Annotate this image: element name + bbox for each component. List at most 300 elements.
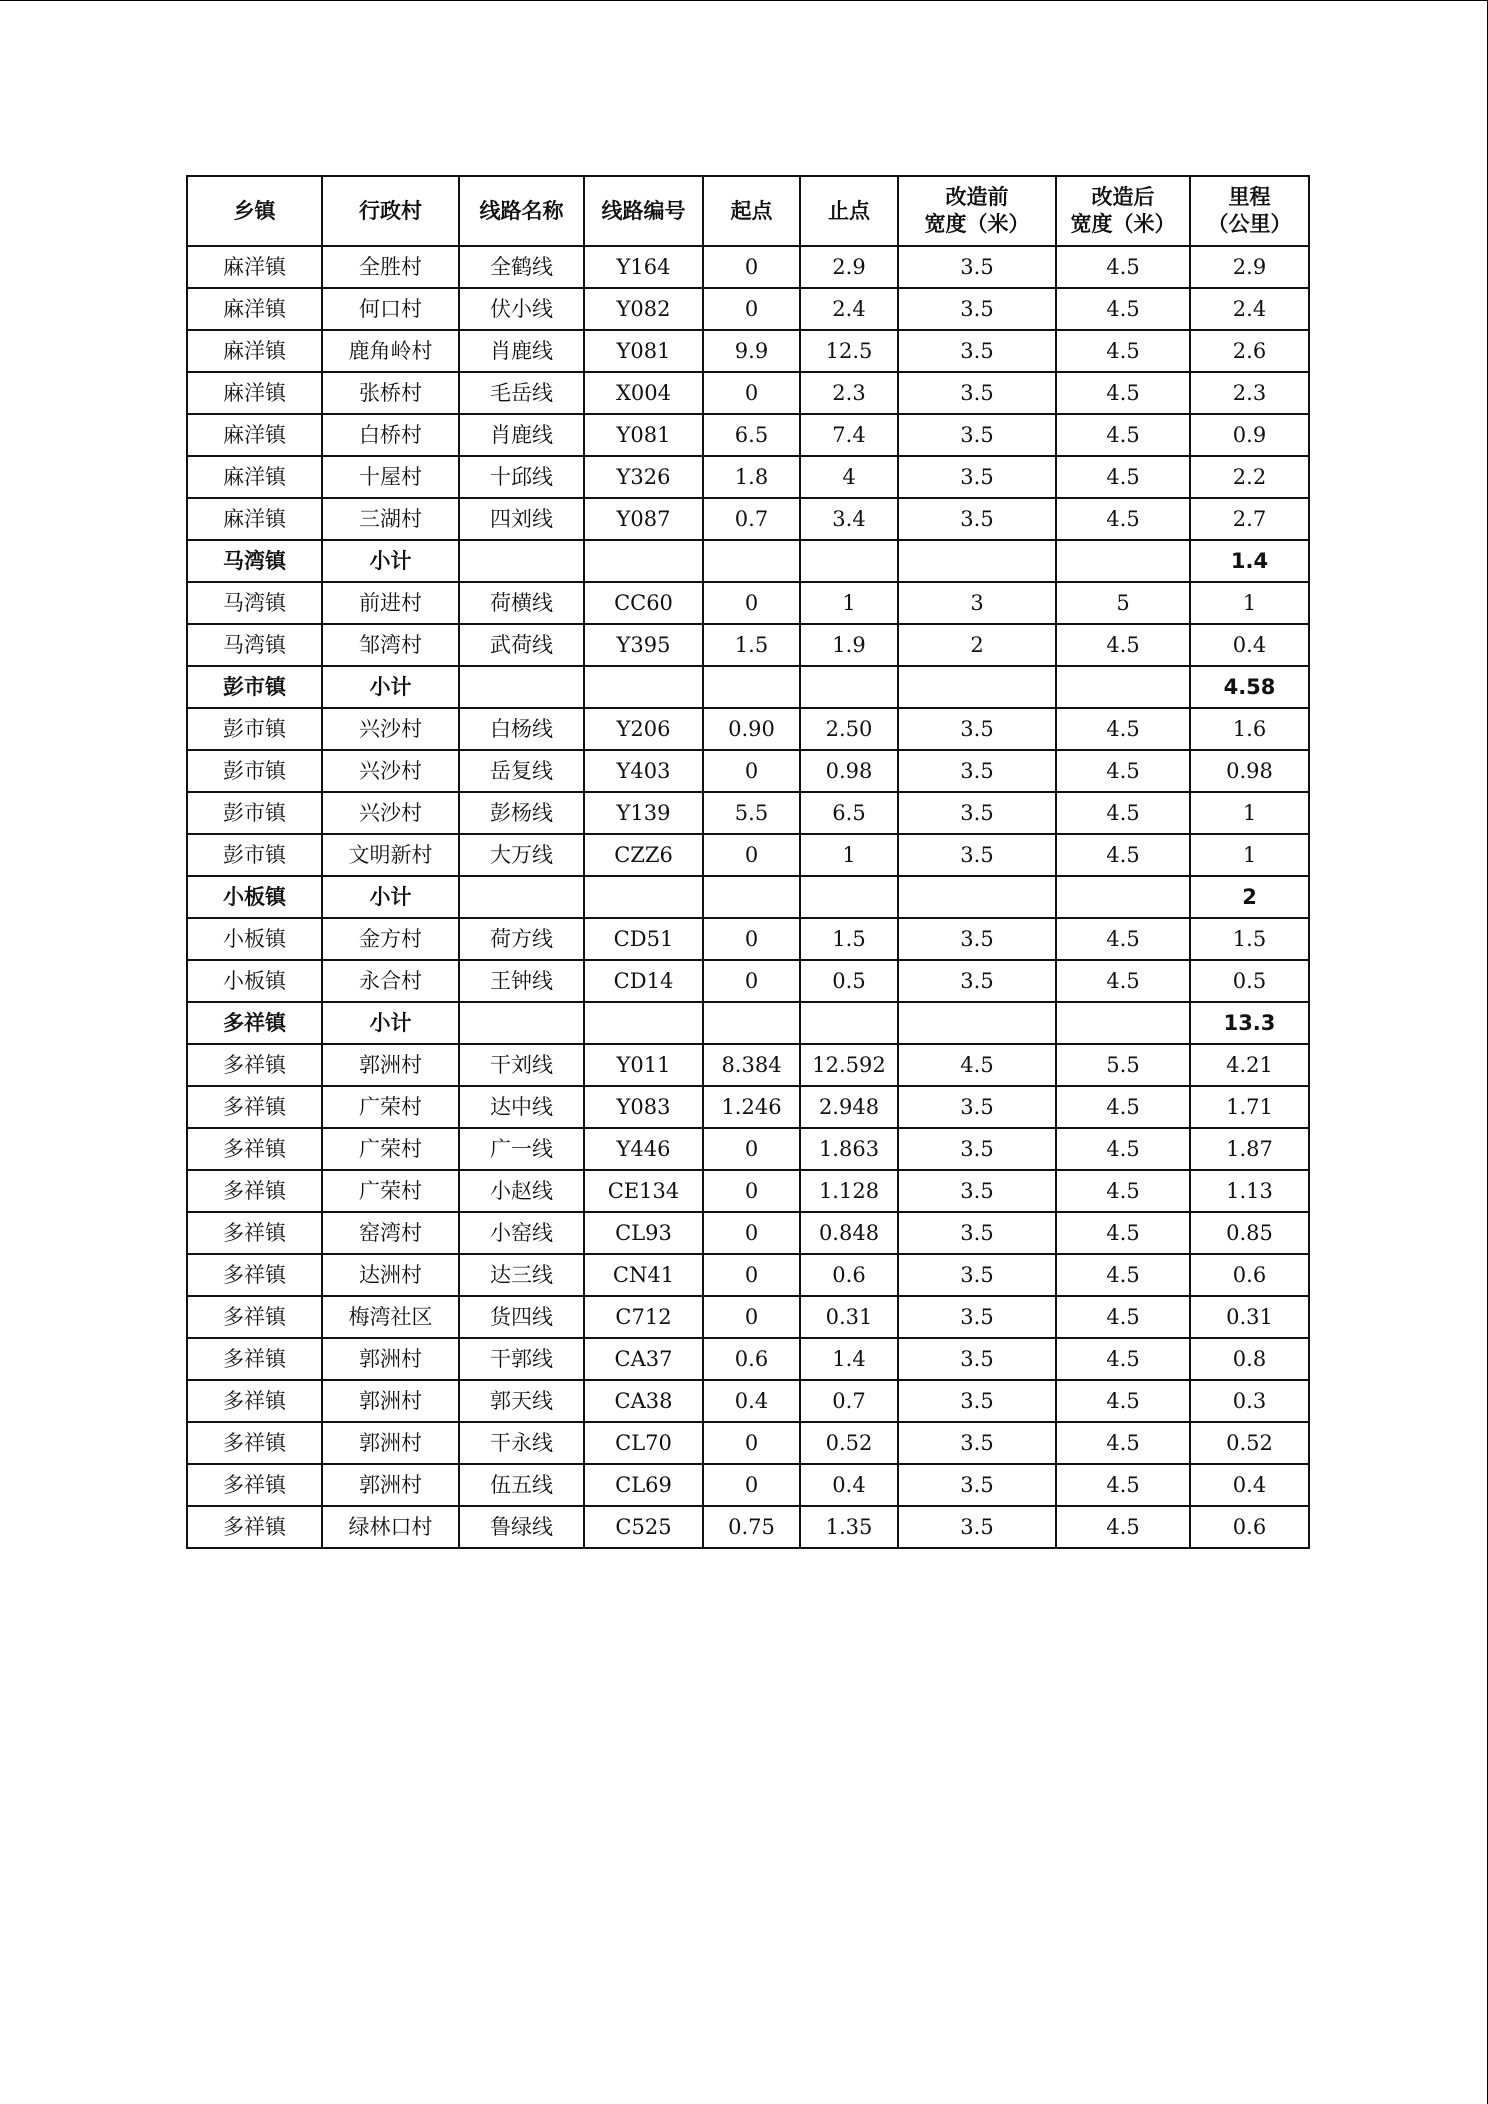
cell-mileage: 2.6	[1190, 330, 1309, 372]
cell-mileage: 0.31	[1190, 1296, 1309, 1338]
cell-width-after: 4.5	[1056, 792, 1190, 834]
cell-end-point: 2.4	[800, 288, 898, 330]
cell-route-code: CN41	[584, 1254, 703, 1296]
cell-mileage: 1.71	[1190, 1086, 1309, 1128]
table-row	[187, 1380, 1309, 1422]
cell-route-code: Y139	[584, 792, 703, 834]
cell-village: 郭洲村	[322, 1380, 459, 1422]
cell-township: 马湾镇	[187, 540, 322, 582]
cell-width-before: 3.5	[898, 1464, 1056, 1506]
table-row	[187, 1338, 1309, 1380]
cell-width-after: 4.5	[1056, 1422, 1190, 1464]
cell-village: 广荣村	[322, 1170, 459, 1212]
cell-mileage: 4.58	[1190, 666, 1309, 708]
cell-width-after: 4.5	[1056, 1380, 1190, 1422]
cell-width-after: 5.5	[1056, 1044, 1190, 1086]
cell-start-point: 0	[703, 1212, 800, 1254]
cell-width-before: 3.5	[898, 1254, 1056, 1296]
subtotal-row	[187, 540, 1309, 582]
cell-mileage: 1.5	[1190, 918, 1309, 960]
cell-width-after: 4.5	[1056, 330, 1190, 372]
cell-route-name: 小窑线	[459, 1212, 584, 1254]
cell-village: 前进村	[322, 582, 459, 624]
cell-width-after	[1056, 876, 1190, 918]
cell-township: 彭市镇	[187, 750, 322, 792]
cell-start-point	[703, 540, 800, 582]
column-header-mileage	[1190, 176, 1309, 246]
cell-village: 文明新村	[322, 834, 459, 876]
cell-village: 三湖村	[322, 498, 459, 540]
cell-village: 郭洲村	[322, 1044, 459, 1086]
cell-route-name: 武荷线	[459, 624, 584, 666]
table-row	[187, 834, 1309, 876]
cell-width-after: 5	[1056, 582, 1190, 624]
column-header-line: 宽度（米）	[1070, 212, 1176, 236]
cell-township: 小板镇	[187, 876, 322, 918]
cell-route-name	[459, 1002, 584, 1044]
cell-start-point: 8.384	[703, 1044, 800, 1086]
cell-township: 多祥镇	[187, 1422, 322, 1464]
cell-route-code: Y395	[584, 624, 703, 666]
cell-start-point: 0	[703, 1422, 800, 1464]
cell-route-name: 达中线	[459, 1086, 584, 1128]
cell-start-point: 9.9	[703, 330, 800, 372]
cell-mileage: 0.5	[1190, 960, 1309, 1002]
cell-end-point: 0.98	[800, 750, 898, 792]
cell-width-before: 3.5	[898, 960, 1056, 1002]
cell-width-before: 3.5	[898, 498, 1056, 540]
cell-township: 多祥镇	[187, 1254, 322, 1296]
cell-end-point: 1.35	[800, 1506, 898, 1548]
cell-township: 麻洋镇	[187, 414, 322, 456]
cell-width-after: 4.5	[1056, 708, 1190, 750]
cell-mileage: 2.2	[1190, 456, 1309, 498]
cell-township: 麻洋镇	[187, 246, 322, 288]
cell-start-point: 0	[703, 582, 800, 624]
cell-village: 郭洲村	[322, 1338, 459, 1380]
cell-route-name: 广一线	[459, 1128, 584, 1170]
cell-route-code: Y083	[584, 1086, 703, 1128]
cell-mileage: 1.6	[1190, 708, 1309, 750]
cell-village: 邹湾村	[322, 624, 459, 666]
cell-route-code: CE134	[584, 1170, 703, 1212]
cell-township: 麻洋镇	[187, 456, 322, 498]
column-header-line: 宽度（米）	[924, 212, 1030, 236]
cell-end-point: 1.5	[800, 918, 898, 960]
cell-route-code: Y081	[584, 414, 703, 456]
cell-start-point: 5.5	[703, 792, 800, 834]
column-header-township	[187, 176, 322, 246]
cell-mileage: 0.6	[1190, 1254, 1309, 1296]
table-row	[187, 1254, 1309, 1296]
cell-route-name: 肖鹿线	[459, 414, 584, 456]
cell-route-code: Y087	[584, 498, 703, 540]
table-row	[187, 1422, 1309, 1464]
cell-start-point: 0	[703, 834, 800, 876]
cell-township: 麻洋镇	[187, 498, 322, 540]
cell-township: 多祥镇	[187, 1128, 322, 1170]
column-header-route-code	[584, 176, 703, 246]
cell-width-after: 4.5	[1056, 246, 1190, 288]
table-row	[187, 1464, 1309, 1506]
cell-mileage: 0.8	[1190, 1338, 1309, 1380]
cell-township: 彭市镇	[187, 792, 322, 834]
cell-route-code	[584, 876, 703, 918]
cell-village: 白桥村	[322, 414, 459, 456]
cell-end-point: 12.592	[800, 1044, 898, 1086]
column-header-line: 改造后	[1091, 185, 1155, 209]
cell-mileage: 1	[1190, 834, 1309, 876]
cell-route-code: CC60	[584, 582, 703, 624]
cell-width-before: 3.5	[898, 1506, 1056, 1548]
table-header	[187, 176, 1309, 246]
column-header-line: 线路名称	[479, 198, 564, 223]
cell-start-point: 1.5	[703, 624, 800, 666]
cell-village: 小计	[322, 876, 459, 918]
cell-township: 小板镇	[187, 918, 322, 960]
cell-route-name: 全鹤线	[459, 246, 584, 288]
cell-route-code: CL93	[584, 1212, 703, 1254]
cell-route-code	[584, 1002, 703, 1044]
cell-route-name: 十邱线	[459, 456, 584, 498]
table-row	[187, 246, 1309, 288]
cell-width-before: 3.5	[898, 1170, 1056, 1212]
cell-width-after: 4.5	[1056, 1086, 1190, 1128]
cell-route-name: 白杨线	[459, 708, 584, 750]
cell-village: 广荣村	[322, 1128, 459, 1170]
cell-route-name: 荷横线	[459, 582, 584, 624]
cell-start-point	[703, 666, 800, 708]
cell-start-point: 0	[703, 960, 800, 1002]
cell-township: 多祥镇	[187, 1086, 322, 1128]
cell-start-point: 0	[703, 750, 800, 792]
cell-route-code: Y011	[584, 1044, 703, 1086]
cell-end-point: 0.4	[800, 1464, 898, 1506]
column-header-width-after	[1056, 176, 1190, 246]
cell-width-before: 3.5	[898, 1338, 1056, 1380]
cell-end-point: 7.4	[800, 414, 898, 456]
cell-width-after: 4.5	[1056, 918, 1190, 960]
cell-township: 麻洋镇	[187, 288, 322, 330]
table-row	[187, 918, 1309, 960]
cell-route-code: Y081	[584, 330, 703, 372]
cell-width-after: 4.5	[1056, 624, 1190, 666]
table-row	[187, 330, 1309, 372]
cell-mileage: 2.9	[1190, 246, 1309, 288]
cell-end-point: 1.128	[800, 1170, 898, 1212]
table-row	[187, 624, 1309, 666]
cell-width-after: 4.5	[1056, 1506, 1190, 1548]
table-row	[187, 708, 1309, 750]
cell-width-after: 4.5	[1056, 750, 1190, 792]
cell-mileage: 0.3	[1190, 1380, 1309, 1422]
table-row	[187, 1506, 1309, 1548]
cell-route-code: X004	[584, 372, 703, 414]
cell-route-name: 小赵线	[459, 1170, 584, 1212]
table-row	[187, 960, 1309, 1002]
cell-mileage: 0.4	[1190, 1464, 1309, 1506]
cell-width-before: 3.5	[898, 708, 1056, 750]
cell-start-point: 0.6	[703, 1338, 800, 1380]
cell-village: 小计	[322, 540, 459, 582]
cell-end-point: 0.31	[800, 1296, 898, 1338]
cell-township: 多祥镇	[187, 1212, 322, 1254]
cell-route-name: 伏小线	[459, 288, 584, 330]
cell-mileage: 0.52	[1190, 1422, 1309, 1464]
cell-township: 多祥镇	[187, 1338, 322, 1380]
cell-township: 多祥镇	[187, 1464, 322, 1506]
table-row	[187, 1170, 1309, 1212]
cell-start-point: 0	[703, 1254, 800, 1296]
cell-mileage: 13.3	[1190, 1002, 1309, 1044]
cell-width-before: 3	[898, 582, 1056, 624]
cell-township: 麻洋镇	[187, 330, 322, 372]
cell-township: 多祥镇	[187, 1506, 322, 1548]
cell-width-after: 4.5	[1056, 1212, 1190, 1254]
cell-start-point: 0.90	[703, 708, 800, 750]
cell-township: 彭市镇	[187, 666, 322, 708]
cell-width-before: 3.5	[898, 834, 1056, 876]
column-header-line: 止点	[828, 198, 870, 223]
cell-width-before: 3.5	[898, 792, 1056, 834]
cell-village: 窑湾村	[322, 1212, 459, 1254]
cell-route-name	[459, 540, 584, 582]
cell-route-code: CD14	[584, 960, 703, 1002]
page-border-top	[0, 0, 1488, 1]
cell-township: 麻洋镇	[187, 372, 322, 414]
cell-route-name: 岳复线	[459, 750, 584, 792]
table-body	[187, 246, 1309, 1548]
cell-end-point: 0.7	[800, 1380, 898, 1422]
cell-village: 金方村	[322, 918, 459, 960]
cell-route-code: Y326	[584, 456, 703, 498]
cell-village: 何口村	[322, 288, 459, 330]
cell-width-before	[898, 540, 1056, 582]
cell-start-point: 0	[703, 918, 800, 960]
cell-width-after: 4.5	[1056, 372, 1190, 414]
cell-width-after: 4.5	[1056, 1254, 1190, 1296]
table-row	[187, 456, 1309, 498]
cell-start-point: 6.5	[703, 414, 800, 456]
cell-route-name	[459, 666, 584, 708]
cell-route-name: 伍五线	[459, 1464, 584, 1506]
cell-mileage: 0.85	[1190, 1212, 1309, 1254]
cell-start-point: 0	[703, 246, 800, 288]
cell-township: 彭市镇	[187, 708, 322, 750]
cell-mileage: 0.98	[1190, 750, 1309, 792]
table-row	[187, 414, 1309, 456]
subtotal-row	[187, 876, 1309, 918]
cell-end-point: 0.52	[800, 1422, 898, 1464]
cell-start-point: 0	[703, 1170, 800, 1212]
cell-route-name: 大万线	[459, 834, 584, 876]
column-header-start-point	[703, 176, 800, 246]
column-header-line: 行政村	[359, 198, 422, 223]
cell-start-point: 0	[703, 288, 800, 330]
road-table-container	[186, 175, 1308, 1549]
cell-width-before	[898, 1002, 1056, 1044]
cell-route-name: 干永线	[459, 1422, 584, 1464]
cell-route-code: CD51	[584, 918, 703, 960]
table-row	[187, 1128, 1309, 1170]
cell-route-name: 毛岳线	[459, 372, 584, 414]
cell-mileage: 1.4	[1190, 540, 1309, 582]
table-row	[187, 498, 1309, 540]
cell-village: 梅湾社区	[322, 1296, 459, 1338]
subtotal-row	[187, 666, 1309, 708]
cell-width-before: 3.5	[898, 1296, 1056, 1338]
cell-route-name: 达三线	[459, 1254, 584, 1296]
cell-width-before: 3.5	[898, 1128, 1056, 1170]
cell-start-point	[703, 876, 800, 918]
cell-township: 多祥镇	[187, 1296, 322, 1338]
road-upgrade-table	[186, 175, 1310, 1549]
cell-village: 绿林口村	[322, 1506, 459, 1548]
cell-end-point: 2.3	[800, 372, 898, 414]
cell-start-point: 1.8	[703, 456, 800, 498]
cell-width-after: 4.5	[1056, 498, 1190, 540]
cell-width-before: 3.5	[898, 372, 1056, 414]
cell-start-point: 0.4	[703, 1380, 800, 1422]
cell-end-point: 4	[800, 456, 898, 498]
cell-route-name: 王钟线	[459, 960, 584, 1002]
cell-start-point: 0	[703, 1464, 800, 1506]
cell-end-point: 2.9	[800, 246, 898, 288]
cell-width-before	[898, 876, 1056, 918]
cell-mileage: 1	[1190, 792, 1309, 834]
cell-village: 郭洲村	[322, 1422, 459, 1464]
table-row	[187, 1296, 1309, 1338]
column-header-line: （公里）	[1207, 212, 1292, 236]
subtotal-row	[187, 1002, 1309, 1044]
cell-start-point	[703, 1002, 800, 1044]
cell-width-before: 2	[898, 624, 1056, 666]
cell-village: 小计	[322, 1002, 459, 1044]
cell-mileage: 1	[1190, 582, 1309, 624]
column-header-width-before	[898, 176, 1056, 246]
cell-width-before: 3.5	[898, 1212, 1056, 1254]
column-header-village	[322, 176, 459, 246]
cell-mileage: 4.21	[1190, 1044, 1309, 1086]
cell-width-before: 3.5	[898, 918, 1056, 960]
cell-width-before: 4.5	[898, 1044, 1056, 1086]
cell-width-before: 3.5	[898, 414, 1056, 456]
cell-township: 多祥镇	[187, 1044, 322, 1086]
cell-width-before	[898, 666, 1056, 708]
cell-end-point: 1.9	[800, 624, 898, 666]
cell-mileage: 0.9	[1190, 414, 1309, 456]
cell-width-after: 4.5	[1056, 834, 1190, 876]
cell-village: 兴沙村	[322, 708, 459, 750]
cell-village: 郭洲村	[322, 1464, 459, 1506]
cell-route-name: 郭天线	[459, 1380, 584, 1422]
cell-end-point: 0.5	[800, 960, 898, 1002]
cell-route-name: 鲁绿线	[459, 1506, 584, 1548]
cell-village: 达洲村	[322, 1254, 459, 1296]
cell-end-point: 0.6	[800, 1254, 898, 1296]
column-header-line: 乡镇	[233, 198, 276, 223]
cell-end-point	[800, 1002, 898, 1044]
cell-mileage: 2.7	[1190, 498, 1309, 540]
cell-start-point: 0	[703, 1296, 800, 1338]
cell-township: 多祥镇	[187, 1002, 322, 1044]
cell-route-code: Y164	[584, 246, 703, 288]
cell-end-point	[800, 540, 898, 582]
cell-start-point: 0	[703, 372, 800, 414]
cell-village: 鹿角岭村	[322, 330, 459, 372]
cell-end-point: 2.50	[800, 708, 898, 750]
table-row	[187, 792, 1309, 834]
table-row	[187, 1086, 1309, 1128]
cell-mileage: 1.87	[1190, 1128, 1309, 1170]
cell-end-point: 1.4	[800, 1338, 898, 1380]
cell-route-code: C712	[584, 1296, 703, 1338]
cell-width-after: 4.5	[1056, 1464, 1190, 1506]
cell-width-after	[1056, 540, 1190, 582]
cell-village: 兴沙村	[322, 792, 459, 834]
cell-township: 多祥镇	[187, 1380, 322, 1422]
cell-width-after: 4.5	[1056, 1128, 1190, 1170]
cell-width-before: 3.5	[898, 288, 1056, 330]
table-row	[187, 582, 1309, 624]
cell-end-point: 1	[800, 834, 898, 876]
cell-width-after: 4.5	[1056, 1338, 1190, 1380]
cell-route-code: CL69	[584, 1464, 703, 1506]
cell-village: 兴沙村	[322, 750, 459, 792]
table-row	[187, 288, 1309, 330]
cell-route-name: 荷方线	[459, 918, 584, 960]
cell-route-code: C525	[584, 1506, 703, 1548]
cell-route-code	[584, 666, 703, 708]
cell-start-point: 0.75	[703, 1506, 800, 1548]
cell-width-after: 4.5	[1056, 960, 1190, 1002]
cell-mileage: 2	[1190, 876, 1309, 918]
cell-width-before: 3.5	[898, 456, 1056, 498]
table-row	[187, 372, 1309, 414]
cell-route-name: 肖鹿线	[459, 330, 584, 372]
column-header-end-point	[800, 176, 898, 246]
cell-route-code: CZZ6	[584, 834, 703, 876]
cell-width-before: 3.5	[898, 1422, 1056, 1464]
cell-end-point: 0.848	[800, 1212, 898, 1254]
cell-route-code: Y446	[584, 1128, 703, 1170]
cell-width-before: 3.5	[898, 246, 1056, 288]
cell-width-after	[1056, 666, 1190, 708]
cell-width-after: 4.5	[1056, 456, 1190, 498]
column-header-line: 起点	[730, 198, 773, 223]
cell-township: 马湾镇	[187, 624, 322, 666]
cell-mileage: 0.4	[1190, 624, 1309, 666]
cell-start-point: 1.246	[703, 1086, 800, 1128]
table-row	[187, 750, 1309, 792]
cell-village: 小计	[322, 666, 459, 708]
header-row	[187, 176, 1309, 246]
cell-route-code: Y082	[584, 288, 703, 330]
cell-township: 马湾镇	[187, 582, 322, 624]
cell-mileage: 0.6	[1190, 1506, 1309, 1548]
cell-width-after: 4.5	[1056, 288, 1190, 330]
cell-width-before: 3.5	[898, 1380, 1056, 1422]
cell-route-code: CA37	[584, 1338, 703, 1380]
cell-route-name: 四刘线	[459, 498, 584, 540]
cell-village: 全胜村	[322, 246, 459, 288]
cell-route-code: CA38	[584, 1380, 703, 1422]
column-header-line: 里程	[1228, 185, 1271, 209]
cell-route-code: CL70	[584, 1422, 703, 1464]
column-header-line: 线路编号	[601, 198, 686, 223]
cell-route-code: Y206	[584, 708, 703, 750]
cell-route-name: 彭杨线	[459, 792, 584, 834]
